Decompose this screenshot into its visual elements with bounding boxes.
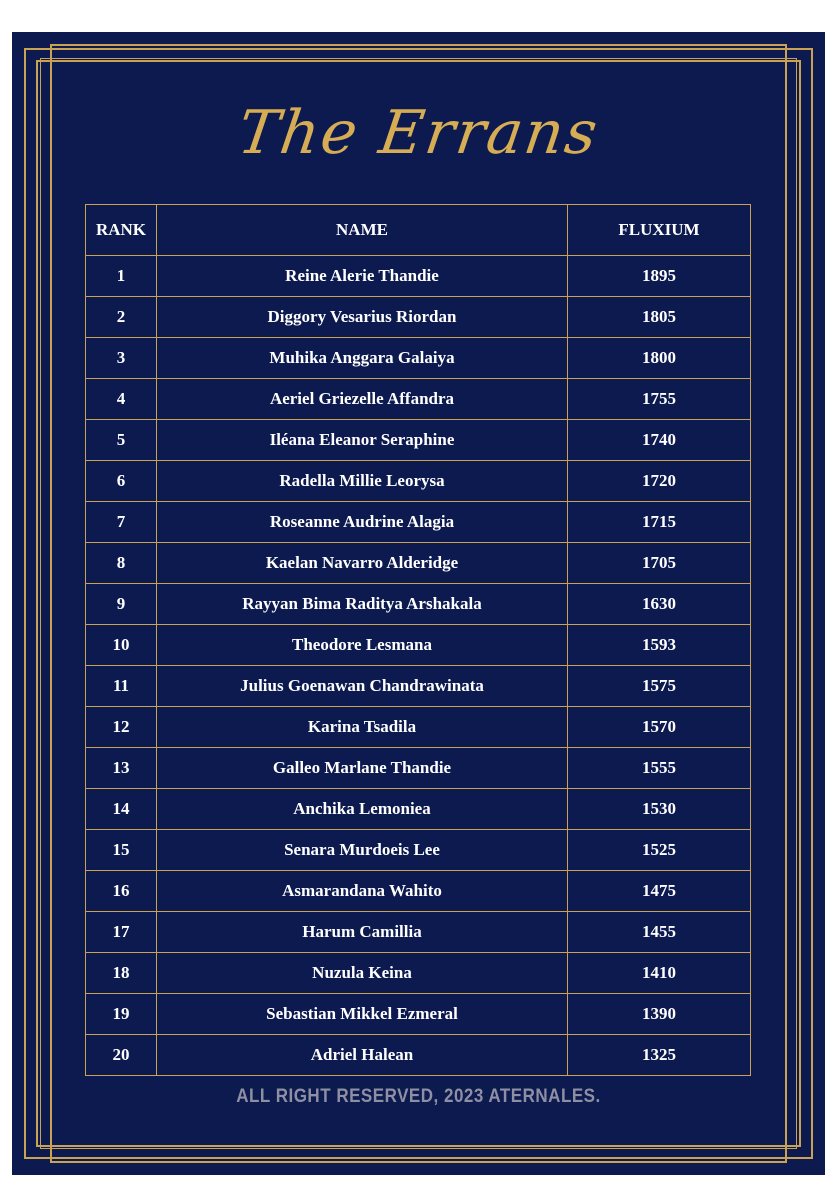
ranking-table <box>85 204 751 1076</box>
rank-cell: 4 <box>86 379 157 420</box>
fluxium-cell: 1740 <box>568 420 751 461</box>
fluxium-cell: 1410 <box>568 953 751 994</box>
name-cell: Nuzula Keina <box>157 953 568 994</box>
table-row <box>86 502 751 543</box>
rank-cell: 3 <box>86 338 157 379</box>
table-row <box>86 666 751 707</box>
table-row <box>86 625 751 666</box>
fluxium-cell: 1705 <box>568 543 751 584</box>
fluxium-cell: 1720 <box>568 461 751 502</box>
name-cell: Roseanne Audrine Alagia <box>157 502 568 543</box>
table-body <box>86 256 751 1076</box>
table-header-row <box>86 205 751 256</box>
rank-cell: 14 <box>86 789 157 830</box>
name-cell: Diggory Vesarius Riordan <box>157 297 568 338</box>
rank-cell: 1 <box>86 256 157 297</box>
poster-title: The Errans <box>233 98 604 168</box>
table-row <box>86 297 751 338</box>
table-row <box>86 871 751 912</box>
copyright-footer: ALL RIGHT RESERVED, 2023 ATERNALES. <box>236 1084 601 1107</box>
fluxium-cell: 1390 <box>568 994 751 1035</box>
fluxium-cell: 1755 <box>568 379 751 420</box>
name-cell: Kaelan Navarro Alderidge <box>157 543 568 584</box>
fluxium-cell: 1630 <box>568 584 751 625</box>
leaderboard-poster <box>12 32 825 1175</box>
table-row <box>86 256 751 297</box>
table-row <box>86 707 751 748</box>
rank-cell: 12 <box>86 707 157 748</box>
column-header-fluxium: FLUXIUM <box>568 205 751 256</box>
rank-cell: 19 <box>86 994 157 1035</box>
name-cell: Rayyan Bima Raditya Arshakala <box>157 584 568 625</box>
name-cell: Harum Camillia <box>157 912 568 953</box>
fluxium-cell: 1530 <box>568 789 751 830</box>
rank-cell: 2 <box>86 297 157 338</box>
fluxium-cell: 1805 <box>568 297 751 338</box>
name-cell: Galleo Marlane Thandie <box>157 748 568 789</box>
name-cell: Radella Millie Leorysa <box>157 461 568 502</box>
rank-cell: 8 <box>86 543 157 584</box>
rank-cell: 16 <box>86 871 157 912</box>
table-row <box>86 789 751 830</box>
name-cell: Aeriel Griezelle Affandra <box>157 379 568 420</box>
table-row <box>86 584 751 625</box>
fluxium-cell: 1593 <box>568 625 751 666</box>
rank-cell: 7 <box>86 502 157 543</box>
fluxium-cell: 1575 <box>568 666 751 707</box>
fluxium-cell: 1475 <box>568 871 751 912</box>
table-row <box>86 461 751 502</box>
rank-cell: 17 <box>86 912 157 953</box>
name-cell: Senara Murdoeis Lee <box>157 830 568 871</box>
name-cell: Karina Tsadila <box>157 707 568 748</box>
rank-cell: 20 <box>86 1035 157 1076</box>
column-header-name: NAME <box>157 205 568 256</box>
fluxium-cell: 1570 <box>568 707 751 748</box>
name-cell: Sebastian Mikkel Ezmeral <box>157 994 568 1035</box>
fluxium-cell: 1325 <box>568 1035 751 1076</box>
table-row <box>86 953 751 994</box>
rank-cell: 15 <box>86 830 157 871</box>
rank-cell: 6 <box>86 461 157 502</box>
rank-cell: 18 <box>86 953 157 994</box>
table-row <box>86 748 751 789</box>
name-cell: Julius Goenawan Chandrawinata <box>157 666 568 707</box>
fluxium-cell: 1525 <box>568 830 751 871</box>
table-row <box>86 338 751 379</box>
fluxium-cell: 1555 <box>568 748 751 789</box>
table-row <box>86 994 751 1035</box>
rank-cell: 11 <box>86 666 157 707</box>
rank-cell: 9 <box>86 584 157 625</box>
table-row <box>86 912 751 953</box>
fluxium-cell: 1455 <box>568 912 751 953</box>
table-row <box>86 543 751 584</box>
table-row <box>86 1035 751 1076</box>
name-cell: Reine Alerie Thandie <box>157 256 568 297</box>
name-cell: Theodore Lesmana <box>157 625 568 666</box>
table-row <box>86 379 751 420</box>
name-cell: Muhika Anggara Galaiya <box>157 338 568 379</box>
rank-cell: 5 <box>86 420 157 461</box>
name-cell: Asmarandana Wahito <box>157 871 568 912</box>
rank-cell: 10 <box>86 625 157 666</box>
name-cell: Anchika Lemoniea <box>157 789 568 830</box>
name-cell: Iléana Eleanor Seraphine <box>157 420 568 461</box>
table-row <box>86 830 751 871</box>
name-cell: Adriel Halean <box>157 1035 568 1076</box>
fluxium-cell: 1715 <box>568 502 751 543</box>
column-header-rank: RANK <box>86 205 157 256</box>
rank-cell: 13 <box>86 748 157 789</box>
fluxium-cell: 1800 <box>568 338 751 379</box>
table-row <box>86 420 751 461</box>
fluxium-cell: 1895 <box>568 256 751 297</box>
